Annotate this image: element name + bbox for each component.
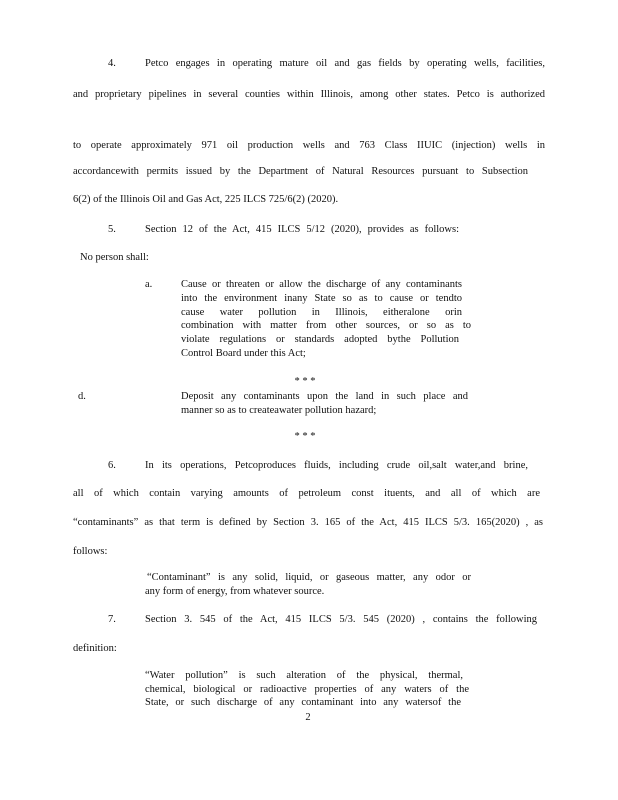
subsection-d-label: d. — [78, 391, 86, 402]
subsection-a-line: violate regulations or standards adopted bythe Pollution — [181, 334, 459, 345]
paragraph-5-line: Section 12 of the Act, 415 ILCS 5/12 (2020), provides as follows: — [145, 224, 459, 235]
subsection-a-line: into the environment inany State so as to cause or tendto — [181, 293, 462, 304]
subsection-a-line: combination with matter from other sources, or so as to — [181, 320, 471, 331]
paragraph-7-line: definition: — [73, 643, 117, 654]
paragraph-4-line: accordancewith permits issued by the Department of Natural Resources pursuant to Subsection — [73, 166, 528, 177]
paragraph-4-line: 6(2) of the Illinois Oil and Gas Act, 225 ILCS 725/6(2) (2020). — [73, 194, 339, 205]
paragraph-4-line: to operate approximately 971 oil production wells and 763 Class IIUIC (injection) wells in — [73, 140, 545, 151]
paragraph-6-number: 6. — [108, 460, 116, 471]
paragraph-7-number: 7. — [108, 614, 116, 625]
paragraph-4-line: Petco engages in operating mature oil and gas fields by operating wells, facilities, — [145, 58, 545, 69]
paragraph-5-number: 5. — [108, 224, 116, 235]
paragraph-6-line: In its operations, Petcoproduces fluids, including crude oil,salt water,and brine, — [145, 460, 528, 471]
water-pollution-definition-quote: “Water pollution” is such alteration of the physical, thermal, — [145, 670, 463, 681]
ellipsis-asterisks: * * * — [294, 431, 316, 442]
ellipsis-asterisks: * * * — [294, 376, 316, 387]
paragraph-6-line: “contaminants” as that term is defined by Section 3. 165 of the Act, 415 ILCS 5/3. 165(2020) , as — [73, 517, 543, 528]
contaminant-definition-quote: “Contaminant” is any solid, liquid, or gaseous matter, any odor or — [147, 572, 471, 583]
paragraph-4-number: 4. — [108, 58, 116, 69]
subsection-a-label: a. — [145, 279, 153, 290]
subsection-a-line: Control Board under this Act; — [181, 348, 306, 359]
subsection-a-line: cause water pollution in Illinois, eitheralone orin — [181, 307, 462, 318]
page-number: 2 — [305, 712, 311, 723]
paragraph-7-line: Section 3. 545 of the Act, 415 ILCS 5/3. 545 (2020) , contains the following — [145, 614, 537, 625]
subsection-d-line: Deposit any contaminants upon the land in such place and — [181, 391, 468, 402]
paragraph-6-line: all of which contain varying amounts of petroleum const ituents, and all of which are — [73, 488, 540, 499]
paragraph-5-line: No person shall: — [80, 252, 149, 263]
paragraph-6-line: follows: — [73, 546, 108, 557]
water-pollution-definition-quote: chemical, biological or radioactive properties of any waters of the — [145, 684, 469, 695]
contaminant-definition-quote: any form of energy, from whatever source. — [145, 586, 325, 597]
subsection-a-line: Cause or threaten or allow the discharge of any contaminants — [181, 279, 462, 290]
water-pollution-definition-quote: State, or such discharge of any contaminant into any watersof the — [145, 697, 461, 708]
subsection-d-line: manner so as to createawater pollution hazard; — [181, 405, 377, 416]
paragraph-4-line: and proprietary pipelines in several counties within Illinois, among other states. Petco is authorized — [73, 89, 545, 100]
